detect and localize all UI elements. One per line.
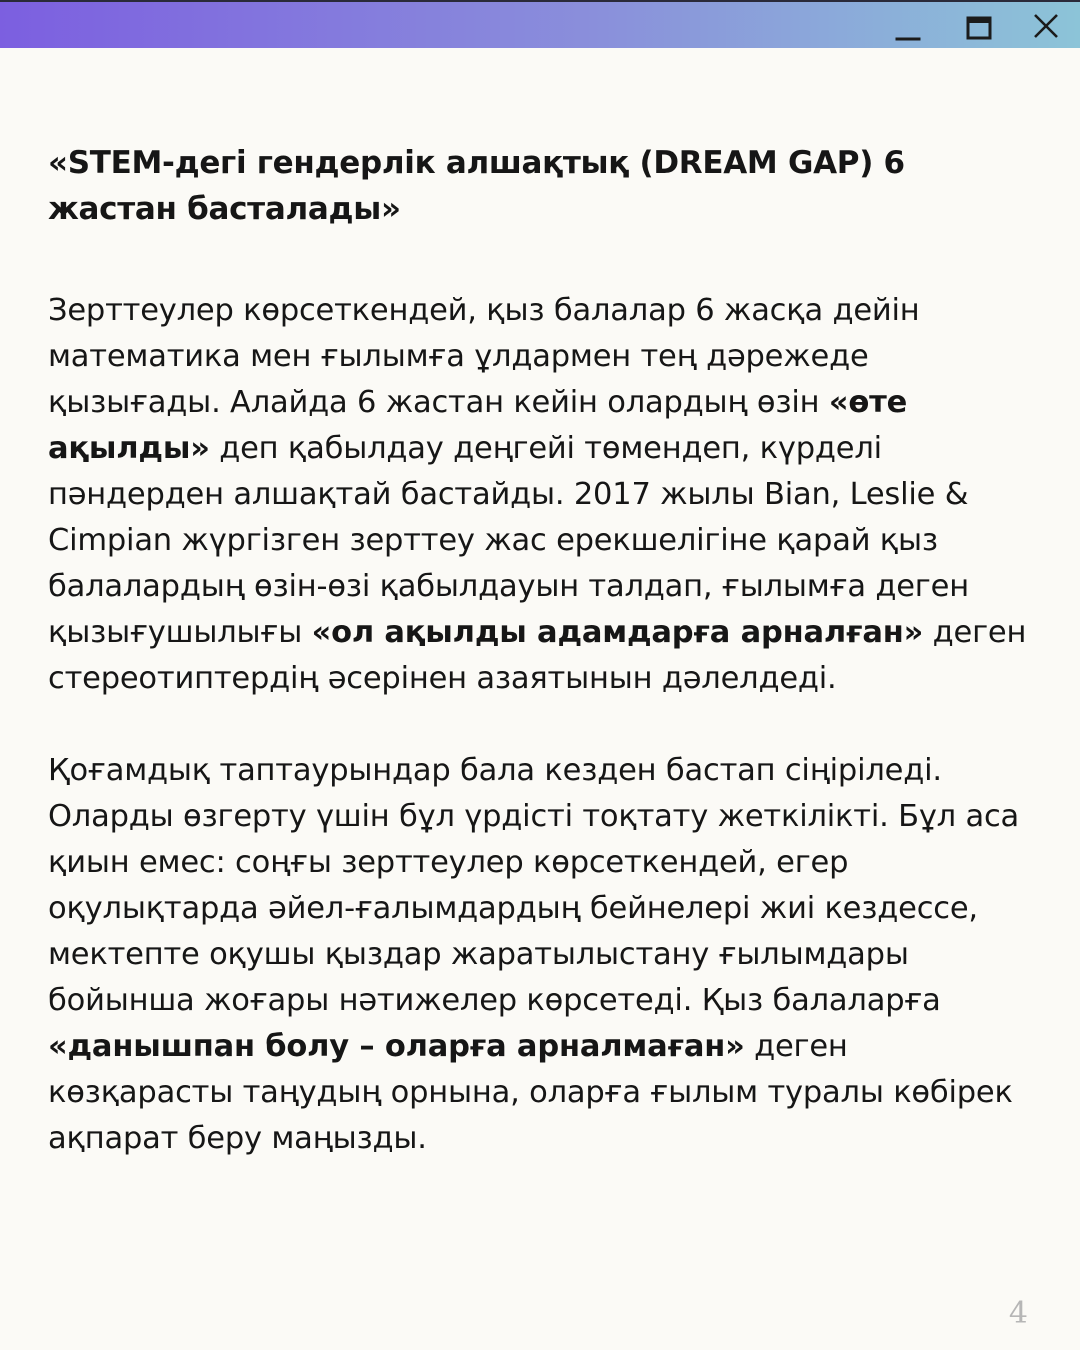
paragraph-research xyxy=(48,288,1038,702)
paragraph-text: деген көзқарасты таңудың орнына, оларға ғылым туралы көбірек ақпарат беру маңызды. xyxy=(48,1029,1013,1156)
emphasis-text: «өте ақылды» xyxy=(48,385,908,466)
title-bar xyxy=(0,0,1080,48)
paragraph-stereotypes xyxy=(48,748,1038,1162)
minimize-icon xyxy=(886,8,930,44)
maximize-button[interactable] xyxy=(956,8,1000,44)
article-body xyxy=(48,140,1038,1162)
minimize-button[interactable] xyxy=(886,8,930,44)
page-number: 4 xyxy=(1008,1296,1028,1331)
article-heading: «STEM-дегі гендерлік алшақтық (DREAM GAP) 6 жастан басталады» xyxy=(48,145,905,227)
emphasis-text: «ол ақылды адамдарға арналған» xyxy=(311,615,924,650)
paragraph-text: Қоғамдық таптаурындар бала кезден бастап сіңіріледі. Оларды өзгерту үшін бұл үрдісті тоқтату жеткілікті. Бұл аса қиын емес: соңғы зерттеулер көрсеткендей, егер оқулықтарда әйел-ғалымдардың бейнелері жиі кездессе, мектепте оқушы қыздар жаратылыстану ғылымдары бойынша жоғары нәтижелер көрсетеді. Қыз балаларға xyxy=(48,753,1020,1018)
paragraph-text: деген стереотиптердің әсерінен азаятынын дәлелдеді. xyxy=(48,615,1027,696)
emphasis-text: «данышпан болу – оларға арналмаған» xyxy=(48,1029,745,1064)
maximize-icon xyxy=(956,8,1000,44)
paragraph-text: Зерттеулер көрсеткендей, қыз балалар 6 жасқа дейін математика мен ғылымға ұлдармен тең дәрежеде қызығады. Алайда 6 жастан кейін олардың өзін xyxy=(48,293,920,420)
paragraph-text: деп қабылдау деңгейі төмендеп, күрделі пәндерден алшақтай бастайды. 2017 жылы Bian, Leslie & Cimpian жүргізген зерттеу жас ерекшелігіне қарай қыз балалардың өзін-өзі қабылдауын талдап, ғылымға деген қызығушылығы xyxy=(48,431,969,650)
close-button[interactable] xyxy=(1024,8,1068,44)
close-icon xyxy=(1024,8,1068,44)
